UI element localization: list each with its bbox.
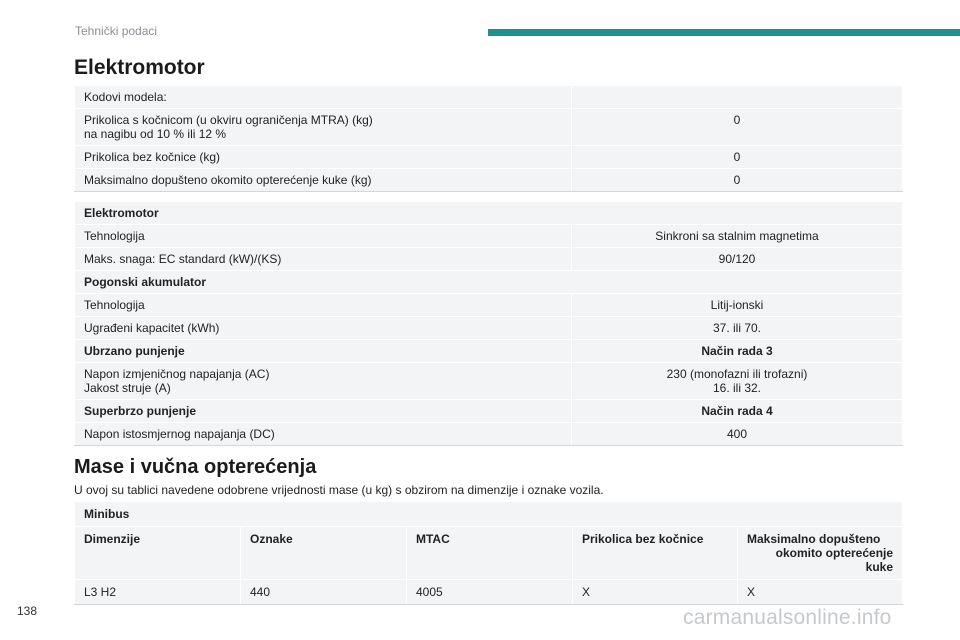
battery-technology-label: Tehnologija <box>75 294 572 317</box>
table-row <box>75 109 903 146</box>
ac-value-line-2: 16. ili 32. <box>712 381 762 395</box>
accent-bar <box>488 29 960 36</box>
capacity-value: 37. ili 70. <box>572 317 903 340</box>
fast-charging-mode: Način rada 3 <box>572 340 903 363</box>
unbraked-trailer-value: 0 <box>572 146 903 169</box>
motor-table <box>74 201 903 446</box>
braked-trailer-line-2: na nagibu od 10 % ili 12 % <box>84 127 227 141</box>
table-row <box>75 363 903 400</box>
group-heading: Minibus <box>75 502 903 527</box>
table-row <box>75 271 903 294</box>
cell-nose-weight: X <box>738 580 903 605</box>
table-row <box>75 580 903 605</box>
cell-unbraked-trailer: X <box>573 580 738 605</box>
mass-table <box>74 501 903 605</box>
section-heading: Mase i vučna opterećenja <box>74 456 317 478</box>
table-row <box>75 400 903 423</box>
model-codes-value <box>572 86 903 109</box>
braked-trailer-label <box>75 109 572 146</box>
col-header-unbraked-trailer: Prikolica bez kočnice <box>573 527 738 580</box>
ac-label-line-2: Jakost struje (A) <box>84 381 171 395</box>
fast-charging-heading: Ubrzano punjenje <box>75 340 572 363</box>
battery-technology-value: Litij-ionski <box>572 294 903 317</box>
table-row <box>75 423 903 446</box>
section-intro: U ovoj su tablici navedene odobrene vrijednosti mase (u kg) s obzirom na dimenzije i oznake vozila. <box>74 483 604 497</box>
dc-value: 400 <box>572 423 903 446</box>
ultra-charging-mode: Način rada 4 <box>572 400 903 423</box>
ac-value <box>572 363 903 400</box>
ac-label <box>75 363 572 400</box>
col-header-mtac: MTAC <box>407 527 573 580</box>
battery-heading: Pogonski akumulator <box>75 271 903 294</box>
section-label: Tehnički podaci <box>75 24 158 38</box>
table-row <box>75 146 903 169</box>
table-row <box>75 248 903 271</box>
table-row <box>75 340 903 363</box>
table-header-row <box>75 527 903 580</box>
watermark: carmanualsonline.info <box>683 606 892 629</box>
braked-trailer-value: 0 <box>572 109 903 146</box>
motor-heading: Elektromotor <box>75 202 903 225</box>
cell-mtac: 4005 <box>407 580 573 605</box>
ac-label-line-1: Napon izmjeničnog napajanja (AC) <box>84 367 270 381</box>
braked-trailer-line-1: Prikolica s kočnicom (u okviru ograničenja MTRA) (kg) <box>84 113 373 127</box>
dc-label: Napon istosmjernog napajanja (DC) <box>75 423 572 446</box>
table-row <box>75 502 903 527</box>
col-header-dimensions: Dimenzije <box>75 527 241 580</box>
page-title: Elektromotor <box>74 56 205 79</box>
max-power-value: 90/120 <box>572 248 903 271</box>
table-row <box>75 317 903 340</box>
col-header-nose-weight-line-1: Maksimalno dopušteno <box>747 532 881 546</box>
max-power-label: Maks. snaga: EC standard (kW)/(KS) <box>75 248 572 271</box>
capacity-label: Ugrađeni kapacitet (kWh) <box>75 317 572 340</box>
model-codes-label: Kodovi modela: <box>75 86 572 109</box>
col-header-nose-weight-line-2: okomito opterećenje kuke <box>775 546 894 574</box>
cell-dimensions: L3 H2 <box>75 580 241 605</box>
cell-codes: 440 <box>241 580 407 605</box>
table-row <box>75 202 903 225</box>
ultra-charging-heading: Superbrzo punjenje <box>75 400 572 423</box>
technology-value: Sinkroni sa stalnim magnetima <box>572 225 903 248</box>
table-row <box>75 169 903 192</box>
col-header-nose-weight <box>738 527 903 580</box>
unbraked-trailer-label: Prikolica bez kočnice (kg) <box>75 146 572 169</box>
towing-table <box>74 85 903 192</box>
col-header-codes: Oznake <box>241 527 407 580</box>
technology-label: Tehnologija <box>75 225 572 248</box>
table-row <box>75 225 903 248</box>
nose-weight-value: 0 <box>572 169 903 192</box>
page-number: 138 <box>17 604 38 618</box>
ac-value-line-1: 230 (monofazni ili trofazni) <box>666 367 808 381</box>
nose-weight-label: Maksimalno dopušteno okomito opterećenje kuke (kg) <box>75 169 572 192</box>
table-row <box>75 294 903 317</box>
table-row <box>75 86 903 109</box>
